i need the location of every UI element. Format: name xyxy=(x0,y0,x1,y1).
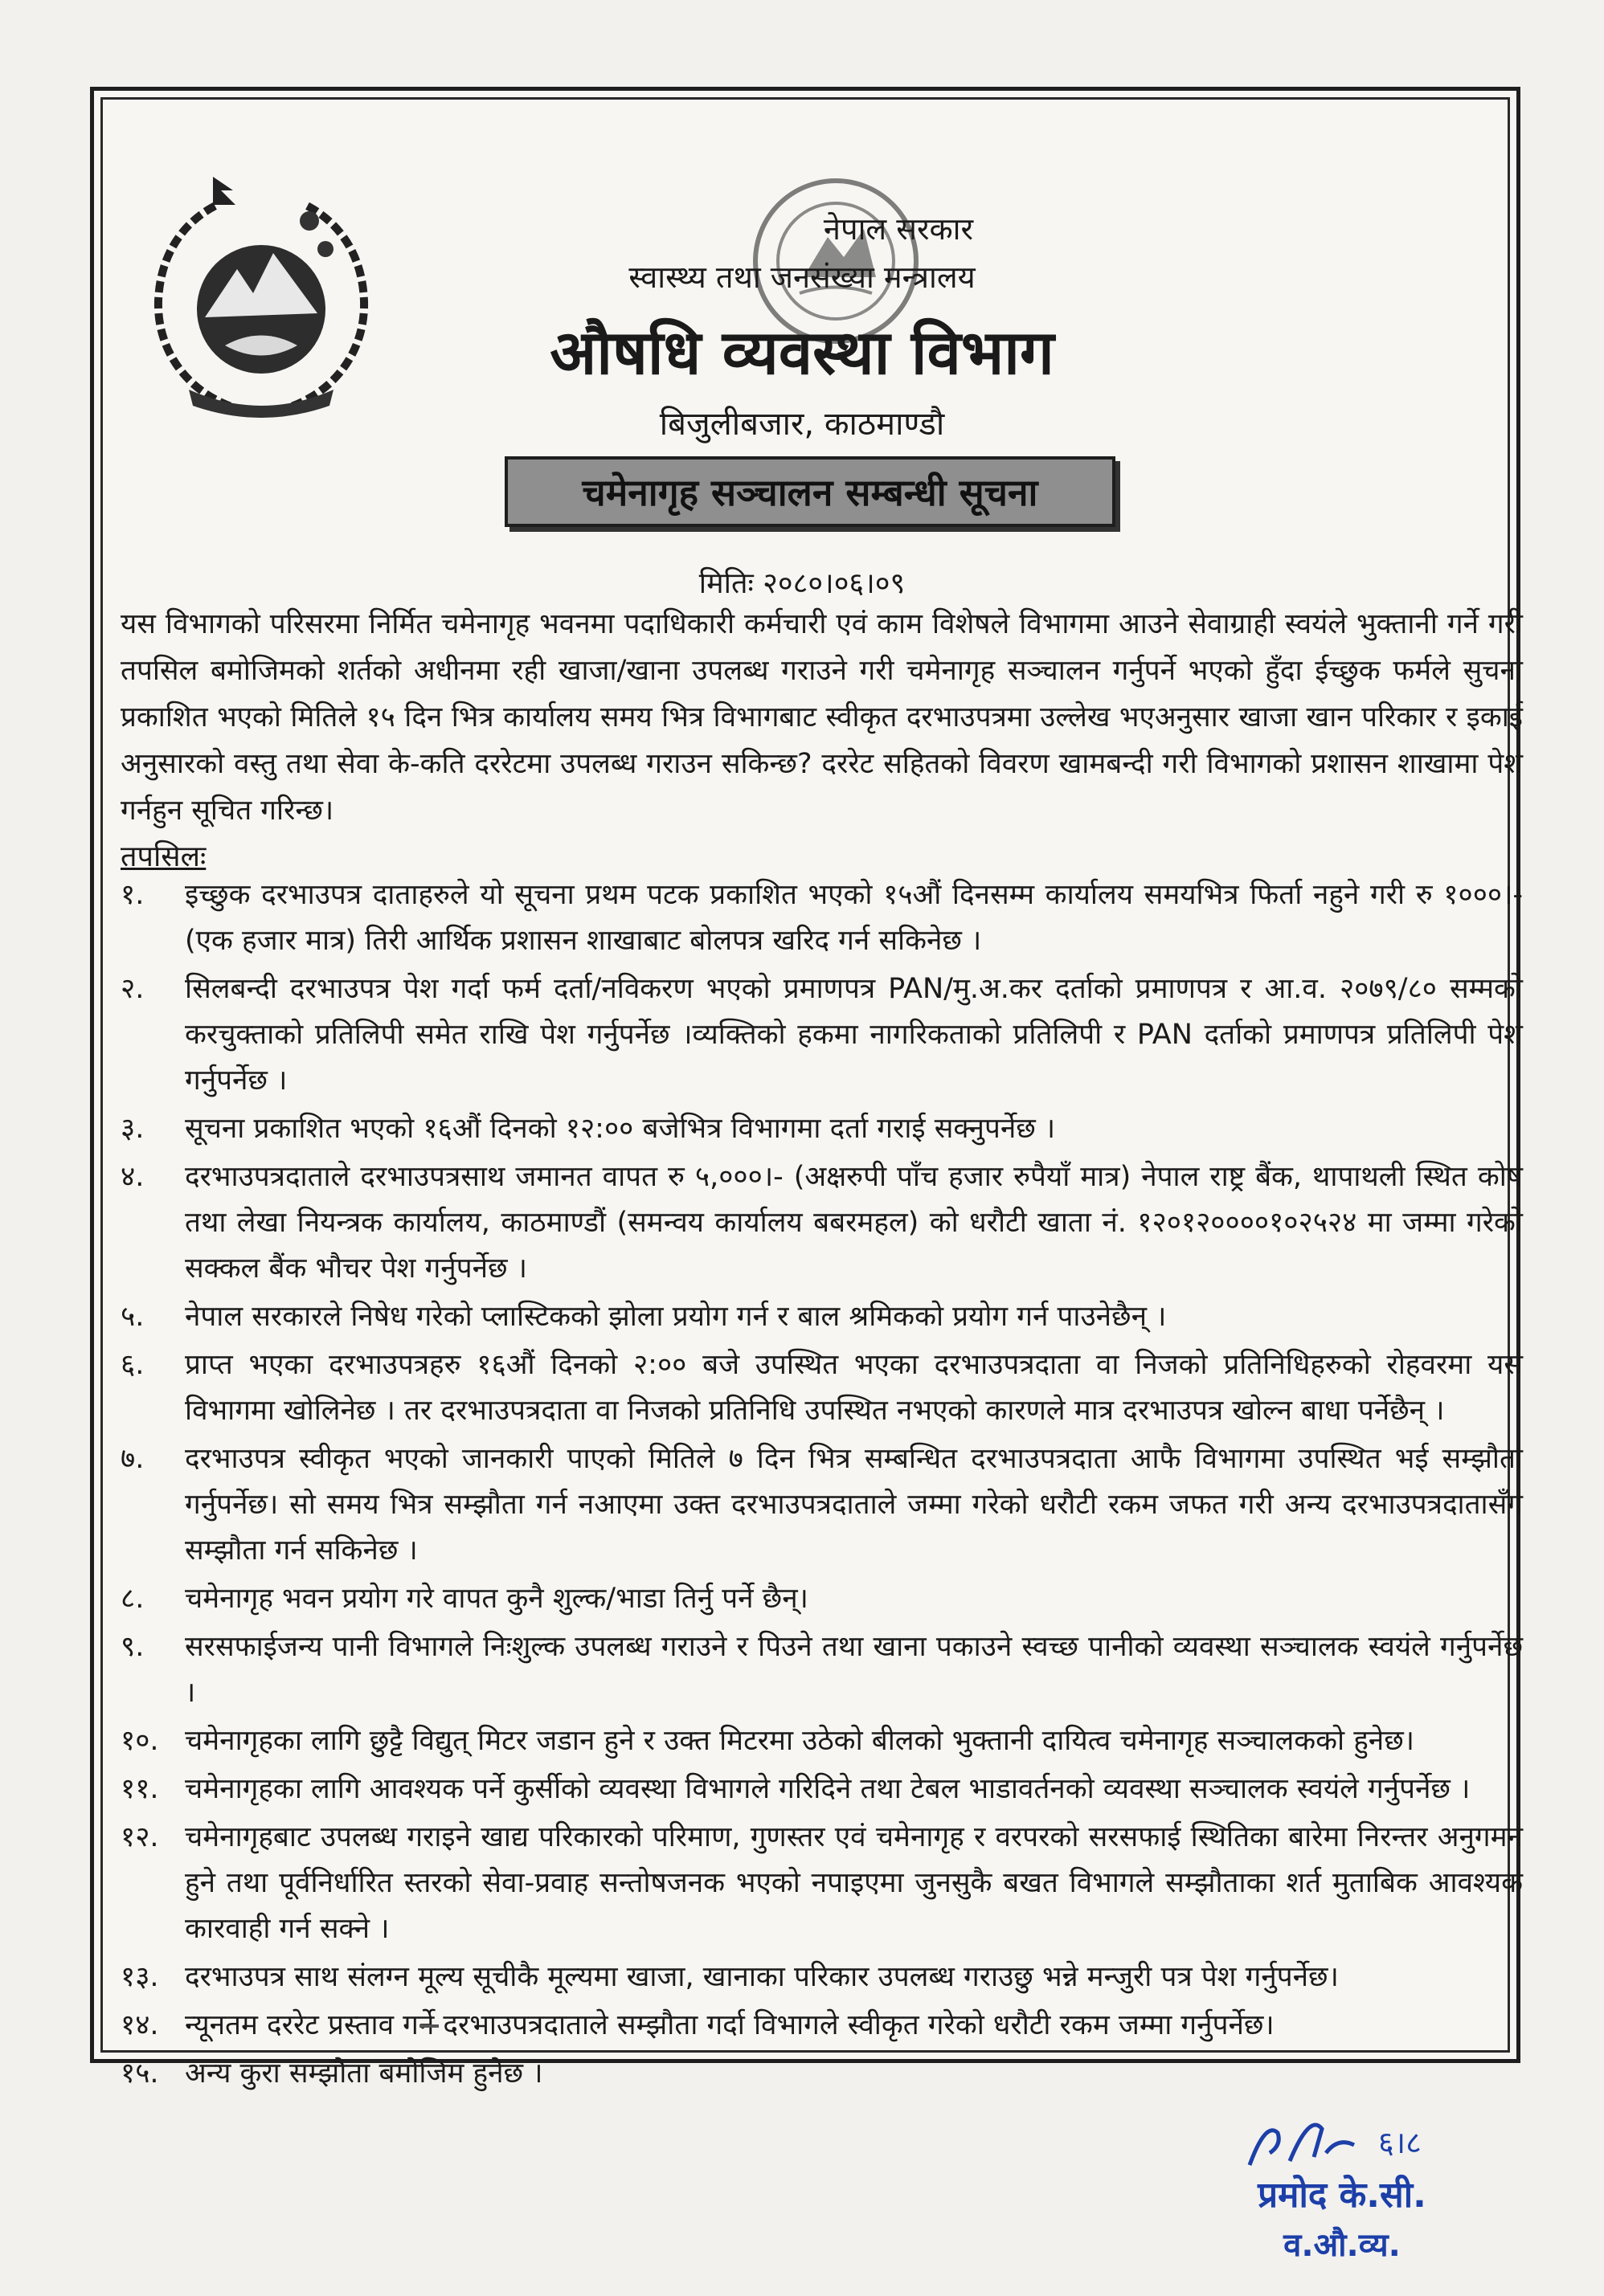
item-number: १३. xyxy=(121,1961,159,1993)
item-text: अन्य कुरा सम्झौता बमोजिम हुनेछ । xyxy=(185,2057,543,2090)
list-item xyxy=(121,2003,1523,2049)
item-text: प्राप्त भएका दरभाउपत्रहरु १६औं दिनको २:०० बजे उपस्थित भएका दरभाउपत्रदाता वा निजको प्रतिनिधिहरुको रोहवरमा यस विभागमा खोलिनेछ । तर दरभाउपत्रदाता वा निजको प्रतिनिधि उपस्थित नभएको कारणले मात्र दरभाउपत्र खोल्न बाधा पर्नेछैन् । xyxy=(185,1349,1523,1427)
list-item xyxy=(121,966,1523,1104)
list-item xyxy=(121,1154,1523,1292)
notice-intro: यस विभागको परिसरमा निर्मित चमेनागृह भवनमा पदाधिकारी कर्मचारी एवं काम विशेषले विभागमा आउने सेवाग्राही स्वयंले भुक्तानी गर्ने गरी तपसिल बमोजिमको शर्तको अधीनमा रही खाजा/खाना उपलब्ध गराउने गरी चमेनागृह सञ्चालन गर्नुपर्ने भएको हुँदा ईच्छुक फर्मले सुचना प्रकाशित भएको मितिले १५ दिन भित्र कार्यालय समय भित्र विभागबाट स्वीकृत दरभाउपत्रमा उल्लेख भएअनुसार खाजा खान परिकार र इकाई अनुसारको वस्तु तथा सेवा के-कति दररेटमा उपलब्ध गराउन सकिन्छ? दररेट सहितको विवरण खामबन्दी गरी विभागको प्रशासन शाखामा पेश गर्नहुन सूचित गरिन्छ। xyxy=(121,608,1523,827)
item-number: ७. xyxy=(121,1443,145,1475)
item-number: १०. xyxy=(121,1725,159,1757)
list-item xyxy=(121,1106,1523,1152)
item-number: १४. xyxy=(121,2009,159,2041)
ministry-name: स्वास्थ्य तथा जनसंख्या मन्त्रालय xyxy=(628,259,976,295)
department-address: बिजुलीबजार, काठमाण्डौ xyxy=(659,406,945,443)
signature-date: ६।८ xyxy=(1378,2125,1422,2160)
item-number: १२. xyxy=(121,1821,159,1853)
item-text: चमेनागृहका लागि आवश्यक पर्ने कुर्सीको व्यवस्था विभागले गरिदिने तथा टेबल भाडावर्तनको व्यवस्था सञ्चालक स्वयंले गर्नुपर्नेछ । xyxy=(185,1773,1471,1805)
item-text: चमेनागृहबाट उपलब्ध गराइने खाद्य परिकारको परिमाण, गुणस्तर एवं चमेनागृह र वरपरको सरसफाई स्थितिका बारेमा निरन्तर अनुगमन हुने तथा पूर्वनिर्धारित स्तरको सेवा-प्रवाह सन्तोषजनक भएको नपाइएमा जुनसुकै बखत विभागले सम्झौताका शर्त मुताबिक आवश्यक कारवाही गर्न सक्ने । xyxy=(185,1821,1523,1945)
item-number: ८. xyxy=(121,1583,145,1615)
item-number: ११. xyxy=(121,1773,159,1805)
notice-title: चमेनागृह सञ्चालन सम्बन्धी सूचना xyxy=(505,456,1115,527)
item-number: ९. xyxy=(121,1631,145,1663)
item-number: ३. xyxy=(121,1113,145,1145)
notice-date: मितिः २०८०।०६।०९ xyxy=(698,567,906,600)
terms-list xyxy=(121,872,1523,2099)
item-number: ४. xyxy=(121,1161,145,1193)
item-text: सूचना प्रकाशित भएको १६औं दिनको १२:०० बजेभित्र विभागमा दर्ता गराई सक्नुपर्नेछ । xyxy=(185,1113,1056,1145)
department-name: औषधि व्यवस्था विभाग xyxy=(550,317,1054,388)
item-text: इच्छुक दरभाउपत्र दाताहरुले यो सूचना प्रथम पटक प्रकाशित भएको १५औं दिनसम्म कार्यालय समयभित्र फिर्ता नहुने गरी रु १०००।-(एक हजार मात्र) तिरी आर्थिक प्रशासन शाखाबाट बोलपत्र खरिद गर्न सकिनेछ । xyxy=(185,879,1523,957)
list-item xyxy=(121,1955,1523,2000)
list-item xyxy=(121,1624,1523,1716)
government-name: नेपाल सरकार xyxy=(823,211,974,247)
item-number: १५. xyxy=(121,2057,159,2090)
signatory-designation: व.औ.व्य. xyxy=(1283,2227,1401,2264)
list-item xyxy=(121,1342,1523,1434)
item-text: नेपाल सरकारले निषेध गरेको प्लास्टिकको झोला प्रयोग गर्न र बाल श्रमिकको प्रयोग गर्न पाउनेछैन् । xyxy=(185,1301,1167,1333)
item-text: चमेनागृह भवन प्रयोग गरे वापत कुनै शुल्क/भाडा तिर्नु पर्ने छैन्। xyxy=(185,1583,808,1615)
details-label: तपसिलः xyxy=(121,840,207,873)
item-text: न्यूनतम दररेट प्रस्ताव गर्ने दरभाउपत्रदाताले सम्झौता गर्दा विभागले स्वीकृत गरेको धरौटी रकम जम्मा गर्नुपर्नेछ। xyxy=(185,2009,1275,2041)
item-text: सरसफाईजन्य पानी विभागले निःशुल्क उपलब्ध गराउने र पिउने तथा खाना पकाउने स्वच्छ पानीको व्यवस्था सञ्चालक स्वयंले गर्नुपर्नेछ । xyxy=(185,1631,1523,1709)
item-text: दरभाउपत्र स्वीकृत भएको जानकारी पाएको मितिले ७ दिन भित्र सम्बन्धित दरभाउपत्रदाता आफै विभागमा उपस्थित भई सम्झौता गर्नुपर्नेछ। सो समय भित्र सम्झौता गर्न नआएमा उक्त दरभाउपत्रदाताले जम्मा गरेको धरौटी रकम जफत गरी अन्य दरभाउपत्रदातासँग सम्झौता गर्न सकिनेछ । xyxy=(185,1443,1523,1567)
handwritten-signature-icon xyxy=(1234,2089,1442,2177)
list-item xyxy=(121,1294,1523,1340)
item-text: सिलबन्दी दरभाउपत्र पेश गर्दा फर्म दर्ता/नविकरण भएको प्रमाणपत्र PAN/मु.अ.कर दर्ताको प्रमाणपत्र र आ.व. २०७९/८० सम्मको करचुक्ताको प्रतिलिपी समेत राखि पेश गर्नुपर्नेछ ।व्यक्तिको हकमा नागरिकताको प्रतिलिपी र PAN दर्ताको प्रमाणपत्र प्रतिलिपी पेश गर्नुपर्नेछ । xyxy=(185,973,1523,1097)
item-number: १. xyxy=(121,879,145,911)
ink-mark xyxy=(419,2024,439,2036)
item-text: दरभाउपत्र साथ संलग्न मूल्य सूचीकै मूल्यमा खाजा, खानाका परिकार उपलब्ध गराउछु भन्ने मन्जुरी पत्र पेश गर्नुपर्नेछ। xyxy=(185,1961,1339,1993)
list-item xyxy=(121,872,1523,964)
item-number: ५. xyxy=(121,1301,145,1333)
list-item xyxy=(121,1815,1523,1952)
item-text: दरभाउपत्रदाताले दरभाउपत्रसाथ जमानत वापत रु ५,०००।- (अक्षरुपी पाँच हजार रुपैयाँ मात्र) नेपाल राष्ट्र बैंक, थापाथली स्थित कोष तथा लेखा नियन्त्रक कार्यालय, काठमाण्डौं (समन्वय कार्यालय बबरमहल) को धरौटी खाता नं. १२०१२००००१०२५२४ मा जम्मा गरेको सक्कल बैंक भौचर पेश गर्नुपर्नेछ । xyxy=(185,1161,1523,1285)
item-text: चमेनागृहका लागि छुट्टै विद्युत् मिटर जडान हुने र उक्त मिटरमा उठेको बीलको भुक्तानी दायित्व चमेनागृह सञ्चालकको हुनेछ। xyxy=(185,1725,1415,1757)
list-item xyxy=(121,1718,1523,1764)
signatory-name: प्रमोद के.सी. xyxy=(1258,2175,1426,2216)
item-number: २. xyxy=(121,973,145,1005)
list-item xyxy=(121,1436,1523,1574)
list-item xyxy=(121,1576,1523,1622)
item-number: ६. xyxy=(121,1349,145,1381)
list-item xyxy=(121,1767,1523,1812)
